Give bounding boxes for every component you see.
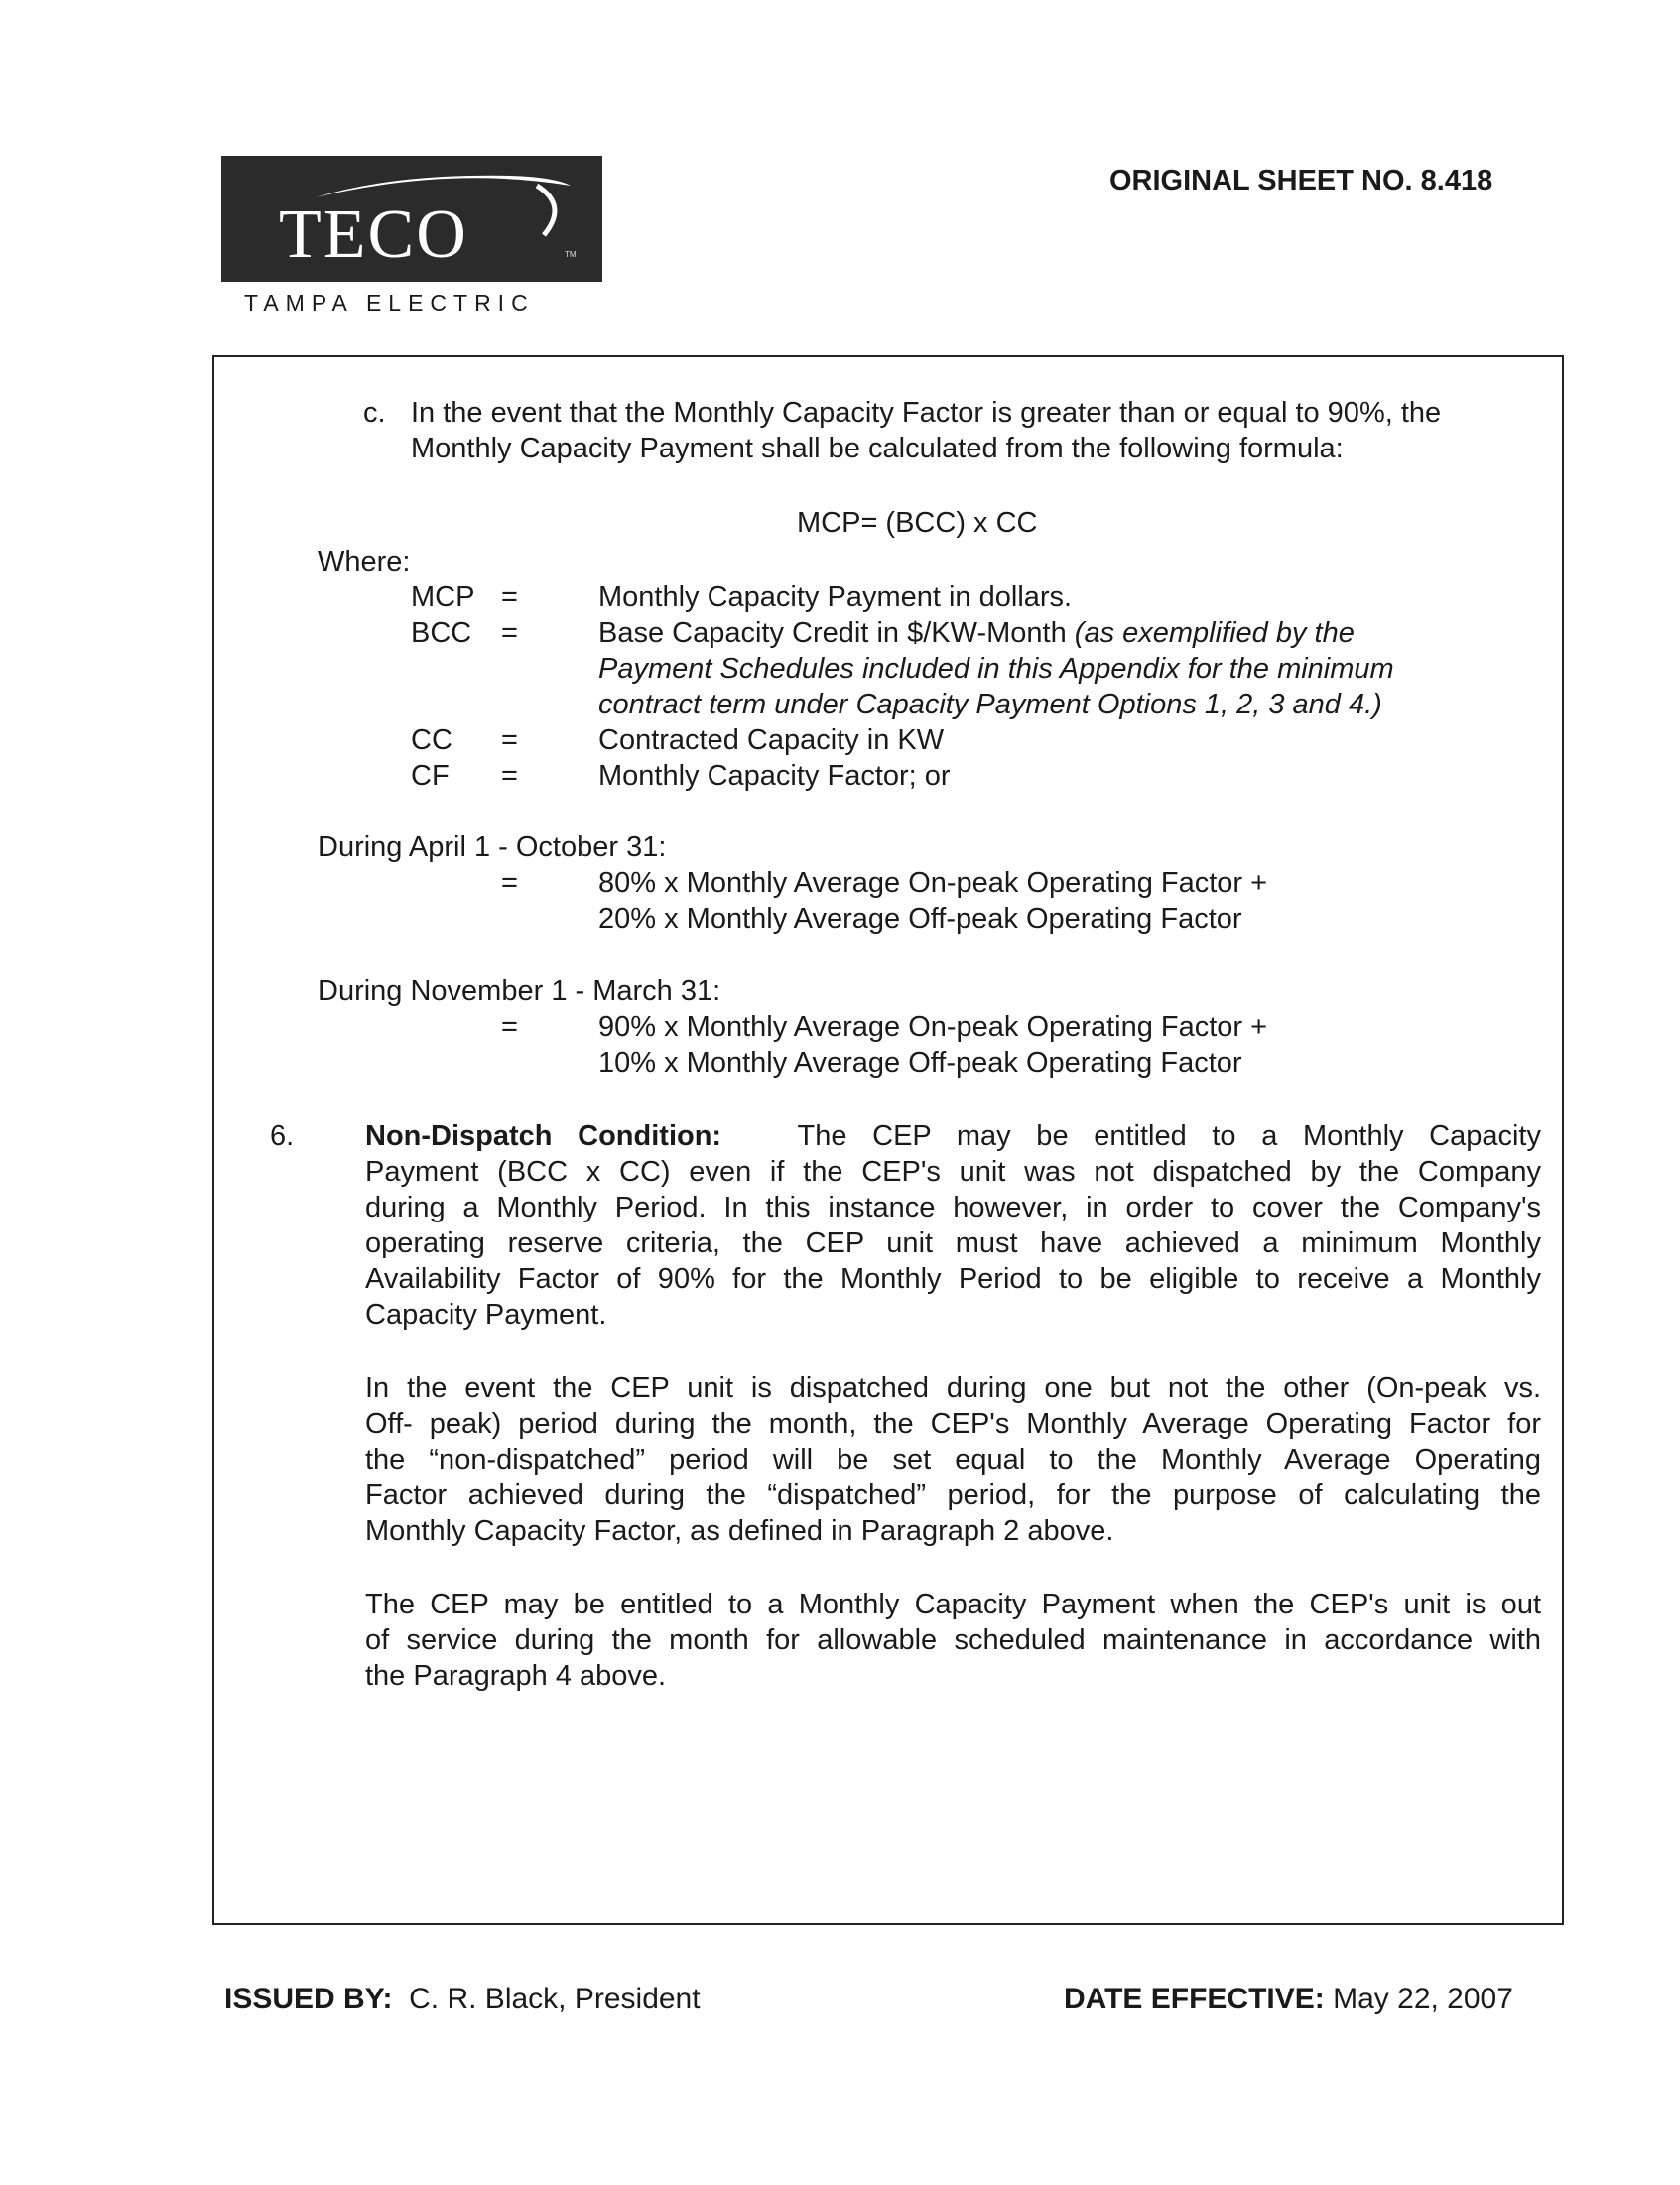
period-summer-eq: = bbox=[501, 867, 518, 899]
period-summer-label: During April 1 - October 31: bbox=[318, 832, 667, 863]
eq-cc: = bbox=[501, 724, 518, 756]
sheet-number: ORIGINAL SHEET NO. 8.418 bbox=[1109, 165, 1493, 196]
issued-by bbox=[224, 1985, 701, 2014]
period-summer-line-1: 80% x Monthly Average On-peak Operating Factor + bbox=[598, 867, 1268, 899]
where-label: Where: bbox=[318, 546, 411, 578]
section-6-p3-line-3: the Paragraph 4 above. bbox=[365, 1660, 667, 1692]
section-6-p3-line-1: The CEP may be entitled to a Monthly Capacity Payment when the CEP's unit is out bbox=[365, 1589, 1541, 1620]
def-mcp: Monthly Capacity Payment in dollars. bbox=[598, 581, 1073, 613]
logo-trademark: TM bbox=[565, 250, 577, 259]
section-6-p1-line-5: Capacity Payment. bbox=[365, 1299, 607, 1331]
section-6-p1-line-1: Payment (BCC x CC) even if the CEP's unit was not dispatched by the Company bbox=[365, 1156, 1541, 1188]
def-bcc-line-2: Payment Schedules included in this Appendix for the minimum bbox=[598, 653, 1394, 685]
term-cf: CF bbox=[411, 760, 450, 792]
term-mcp: MCP bbox=[411, 581, 475, 613]
section-6-heading: Non-Dispatch Condition: bbox=[365, 1120, 722, 1152]
period-summer-line-2: 20% x Monthly Average Off-peak Operating Factor bbox=[598, 903, 1242, 935]
date-effective bbox=[1064, 1985, 1513, 2014]
eq-cf: = bbox=[501, 760, 518, 792]
def-bcc-line-3: contract term under Capacity Payment Options 1, 2, 3 and 4.) bbox=[598, 689, 1382, 720]
section-6-p1-line-4: Availability Factor of 90% for the Monthly Period to be eligible to receive a Monthly bbox=[365, 1263, 1541, 1295]
period-winter-line-1: 90% x Monthly Average On-peak Operating Factor + bbox=[598, 1011, 1268, 1043]
item-c-line-1: In the event that the Monthly Capacity Factor is greater than or equal to 90%, the bbox=[411, 397, 1442, 429]
def-bcc-line-1: Base Capacity Credit in $/KW-Month (as exemplified by the bbox=[598, 617, 1355, 649]
company-name: TAMPA ELECTRIC bbox=[244, 290, 535, 316]
eq-mcp: = bbox=[501, 581, 518, 613]
formula: MCP= (BCC) x CC bbox=[797, 507, 1038, 539]
def-cc: Contracted Capacity in KW bbox=[598, 724, 945, 756]
section-6-number: 6. bbox=[270, 1120, 295, 1152]
section-6-p3-line-2: of service during the month for allowable scheduled maintenance in accordance with bbox=[365, 1624, 1541, 1656]
date-effective-label: DATE EFFECTIVE: bbox=[1064, 1983, 1325, 2015]
logo-text: TECO bbox=[279, 196, 468, 273]
period-winter-label: During November 1 - March 31: bbox=[318, 975, 721, 1007]
period-winter-eq: = bbox=[501, 1011, 518, 1043]
item-c-line-2: Monthly Capacity Payment shall be calculated from the following formula: bbox=[411, 433, 1344, 464]
teco-logo bbox=[221, 156, 602, 282]
term-cc: CC bbox=[411, 724, 452, 756]
issued-by-value: C. R. Black, President bbox=[409, 1983, 701, 2015]
section-6-p2-line-1: In the event the CEP unit is dispatched during one but not the other (On-peak vs. bbox=[365, 1372, 1541, 1404]
section-6-p2-line-2: Off- peak) period during the month, the CEP's Monthly Average Operating Factor for bbox=[365, 1408, 1541, 1440]
section-6-p2-line-4: Factor achieved during the “dispatched” period, for the purpose of calculating the bbox=[365, 1479, 1541, 1511]
period-winter-line-2: 10% x Monthly Average Off-peak Operating Factor bbox=[598, 1047, 1242, 1079]
item-c-marker: c. bbox=[363, 397, 386, 429]
section-6-first-line: Non-Dispatch Condition: The CEP may be entitled to a Monthly Capacity bbox=[365, 1120, 1541, 1152]
def-cf: Monthly Capacity Factor; or bbox=[598, 760, 951, 792]
term-bcc: BCC bbox=[411, 617, 472, 649]
issued-by-label: ISSUED BY: bbox=[224, 1983, 393, 2015]
section-6-p2-line-3: the “non-dispatched” period will be set equal to the Monthly Average Operating bbox=[365, 1444, 1541, 1476]
section-6-p1-line-2: during a Monthly Period. In this instance however, in order to cover the Company's bbox=[365, 1192, 1541, 1223]
section-6-p1-line-3: operating reserve criteria, the CEP unit must have achieved a minimum Monthly bbox=[365, 1227, 1541, 1259]
section-6-p2-line-5: Monthly Capacity Factor, as defined in Paragraph 2 above. bbox=[365, 1515, 1114, 1547]
eq-bcc: = bbox=[501, 617, 518, 649]
date-effective-value: May 22, 2007 bbox=[1333, 1983, 1513, 2015]
